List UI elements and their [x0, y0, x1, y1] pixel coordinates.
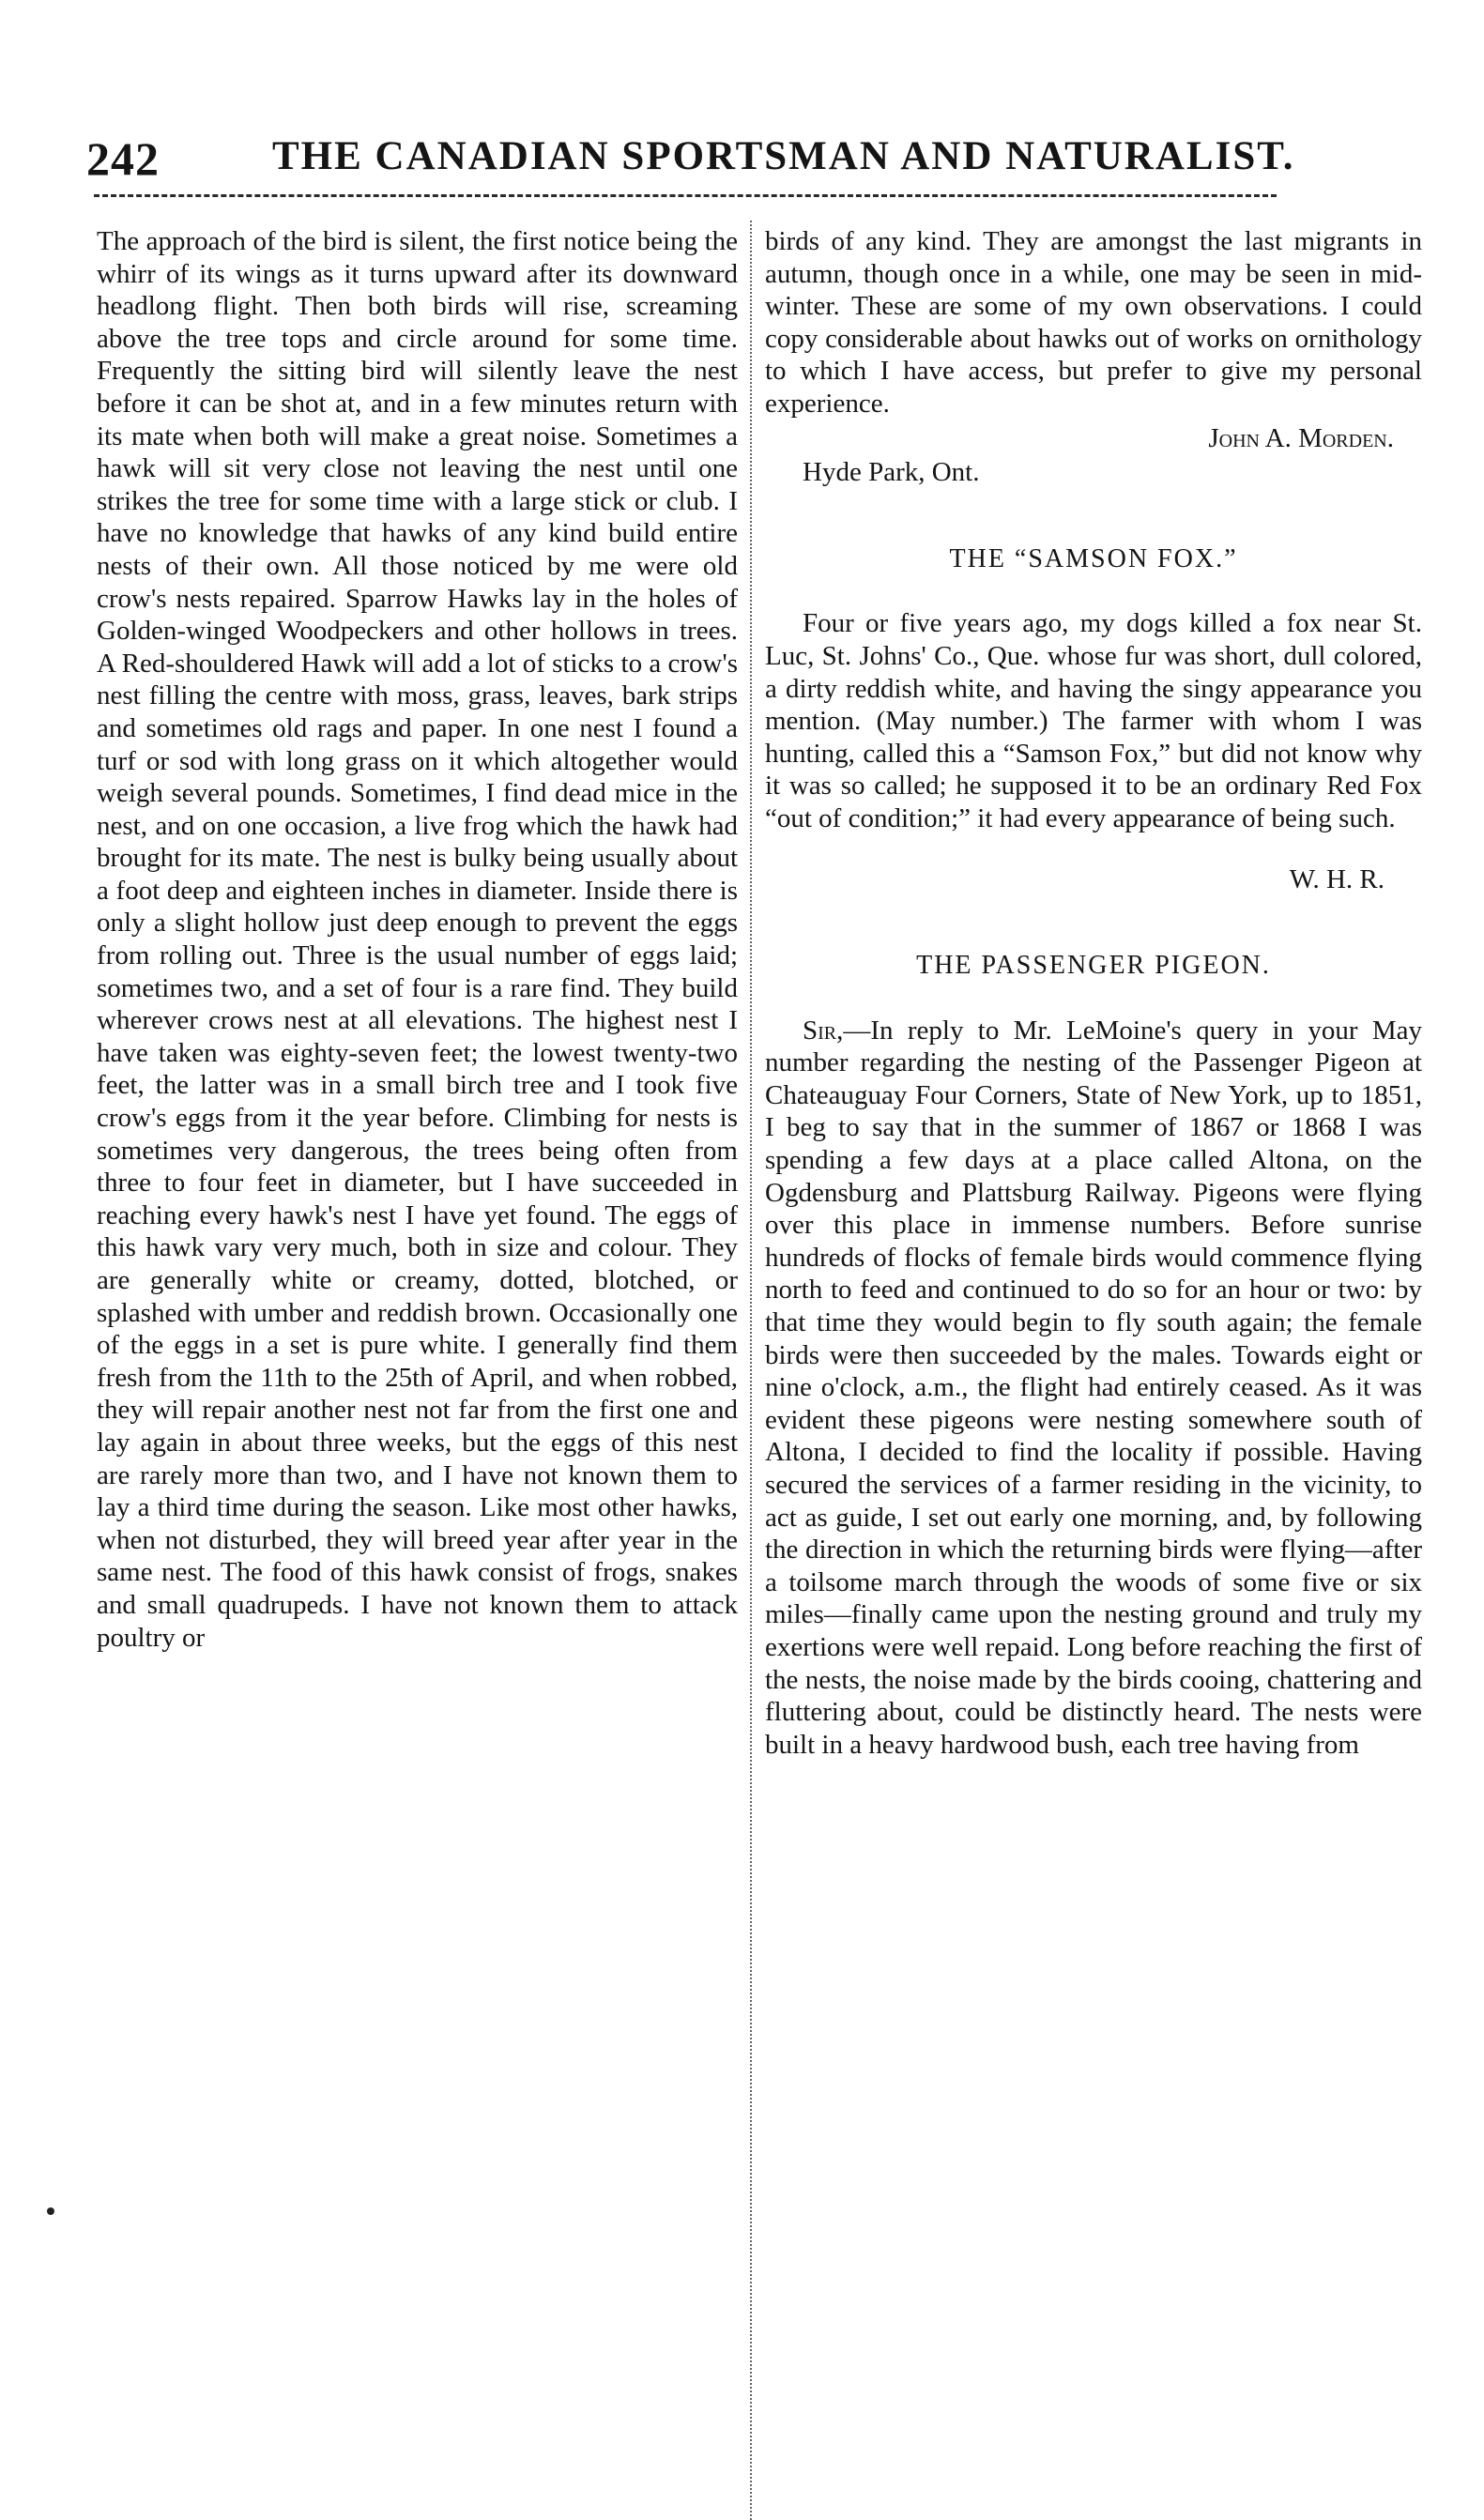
ink-dot: [47, 2207, 54, 2215]
page-number: 242: [86, 132, 160, 185]
column-divider: [750, 221, 752, 2520]
passenger-pigeon-text: —In reply to Mr. LeMoine's query in your May number regarding the nesting of the Passenger Pigeon at Chateauguay Four Corners, State of New York, up to 1851, I beg to say that in the summer of 1867 or 1868 I was spending a few days at a place called Altona, on the Ogdensburg and Plattsburg Railway. Pigeons were flying over this place in immense numbers. Before sunrise hundreds of flocks of female birds would commence flying north to feed and continued to do so for an hour or two: by that time they would begin to fly south again; the female birds were then succeeded by the males. Towards eight or nine o'clock, a.m., the flight had entirely ceased. As it was evident these pigeons were nesting somewhere south of Altona, I decided to find the locality if possible. Having secured the services of a farmer residing in the vicinity, to act as guide, I set out early one morning, and, by following the direction in which the returning birds were flying—after a toilsome march through the woods of some five or six miles—finally came upon the nesting ground and truly my exertions were well repaid. Long before reaching the first of the nests, the noise made by the birds cooing, chattering and fluttering about, could be distinctly heard. The nests were built in a heavy hardwood bush, each tree having from: [765, 1015, 1422, 1760]
author-signature: John A. Morden.: [1208, 422, 1394, 453]
hawk-article-text: The approach of the bird is silent, the first notice being the whirr of its wings as it turns upward after its downward headlong flight. Then both birds will rise, screaming above the tree tops and circle around for some time. Frequently the sitting bird will silently leave the nest before it can be shot at, and in a few minutes return with its mate when both will make a great noise. Sometimes a hawk will sit very close not leaving the nest until one strikes the tree for some time with a large stick or club. I have no knowledge that hawks of any kind build entire nests of their own. All those noticed by me were old crow's nests repaired. Sparrow Hawks lay in the holes of Golden-winged Woodpeckers and other hollows in trees. A Red-shouldered Hawk will add a lot of sticks to a crow's nest filling the centre with moss, grass, leaves, bark strips and sometimes old rags and paper. In one nest I found a turf or sod with long grass on it which altogether would weigh several pounds. Sometimes, I find dead mice in the nest, and on one occasion, a live frog which the hawk had brought for its mate. The nest is bulky being usually about a foot deep and eighteen inches in diameter. Inside there is only a slight hollow just deep enough to prevent the eggs from rolling out. Three is the usual number of eggs laid; sometimes two, and a set of four is a rare find. They build wherever crows nest at all elevations. The highest nest I have taken was eighty-seven feet; the lowest twenty-two feet, the latter was in a small birch tree and I took five crow's eggs from it the year before. Climbing for nests is sometimes very dangerous, the trees being often from three to four feet in diameter, but I have succeeded in reaching every hawk's nest I have yet found. The eggs of this hawk vary very much, both in size and colour. They are generally white or creamy, dotted, blotched, or splashed with umber and reddish brown. Occasionally one of the eggs in a set is pure white. I generally find them fresh from the 11th to the 25th of April, and when robbed, they will repair another nest not far from the first one and lay again in about three weeks, but the eggs of this nest are rarely more than two, and I have not known them to lay a third time during the season. Like most other hawks, when not disturbed, they will breed year after year in the same nest. The food of this hawk consist of frogs, snakes and small quadrupeds. I have not known them to attack poultry or: [97, 226, 738, 1653]
right-column: [765, 225, 1422, 1761]
left-column: [97, 225, 738, 1654]
samson-fox-signature: W. H. R.: [1289, 863, 1385, 894]
samson-fox-body: Four or five years ago, my dogs killed a fox near St. Luc, St. Johns' Co., Que. whose fur was short, dull colored, a dirty reddish white, and having the singy appearance you mention. (May number.) The farmer with whom I was hunting, called this a “Samson Fox,” but did not know why it was so called; he supposed it to be an ordinary Red Fox “out of condition;” it had every appearance of being such.: [765, 608, 1422, 833]
hawk-article-continuation: birds of any kind. They are amongst the last migrants in autumn, though once in a while, one may be seen in mid-winter. These are some of my own observations. I could copy considerable about hawks out of works on ornithology to which I have access, but prefer to give my personal experience.: [765, 226, 1422, 419]
salutation: Sir,: [803, 1015, 844, 1046]
header-rule: [94, 194, 1277, 197]
passenger-pigeon-heading: THE PASSENGER PIGEON.: [916, 951, 1271, 981]
running-title: THE CANADIAN SPORTSMAN AND NATURALIST.: [272, 134, 1295, 178]
samson-fox-heading: THE “SAMSON FOX.”: [949, 543, 1238, 573]
passenger-pigeon-body: [765, 1015, 1422, 1762]
page-header: [86, 131, 1400, 197]
author-location: Hyde Park, Ont.: [803, 457, 980, 488]
